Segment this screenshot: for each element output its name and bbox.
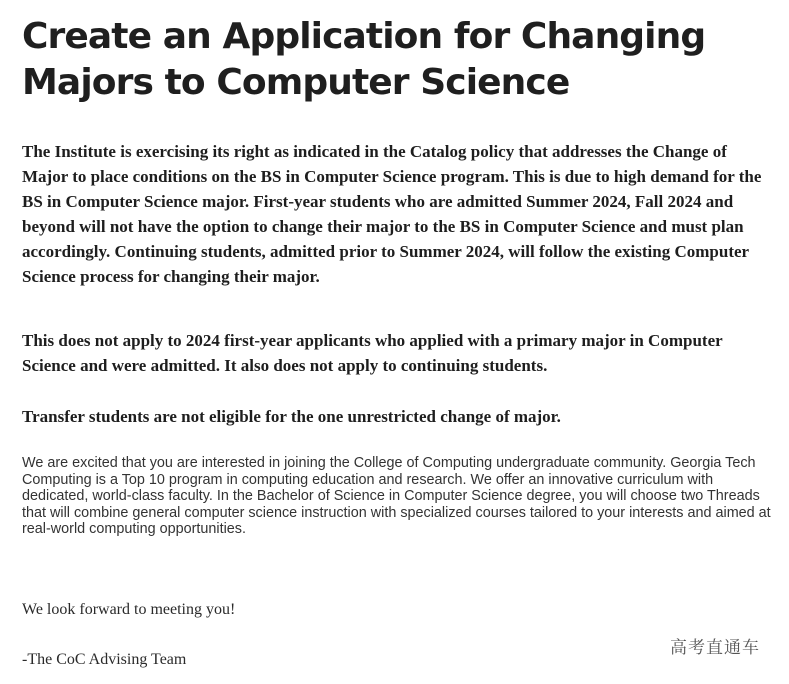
signature-line: -The CoC Advising Team <box>22 651 187 668</box>
watermark-text: 高考直通车 <box>670 638 760 658</box>
policy-paragraph-2: This does not apply to 2024 first-year applicants who applied with a primary major in Computer Science and were admitted. It also does not apply to continuing students. <box>22 331 723 375</box>
policy-paragraph-3: Transfer students are not eligible for the one unrestricted change of major. <box>22 407 561 426</box>
closing-line: We look forward to meeting you! <box>22 601 236 618</box>
intro-paragraph: We are excited that you are interested in joining the College of Computing undergraduate community. Georgia Tech Computing is a Top 10 program in computing education and research. We offer an innovative curriculum with dedicated, world-class faculty. In the Bachelor of Science in Computer Science degree, you will choose two Threads that will combine general computer science instruction with specialized courses tailored to your interests and aimed at real-world computing opportunities. <box>22 455 771 537</box>
page-title: Create an Application for Changing Majors to Computer Science <box>22 16 706 103</box>
policy-paragraph-1: The Institute is exercising its right as indicated in the Catalog policy that addresses the Change of Major to place conditions on the BS in Computer Science program. This is due to high demand for the BS in Computer Science major. First-year students who are admitted Summer 2024, Fall 2024 and beyond will not have the option to change their major to the BS in Computer Science and must plan accordingly. Continuing students, admitted prior to Summer 2024, will follow the existing Computer Science process for changing their major. <box>22 142 762 286</box>
